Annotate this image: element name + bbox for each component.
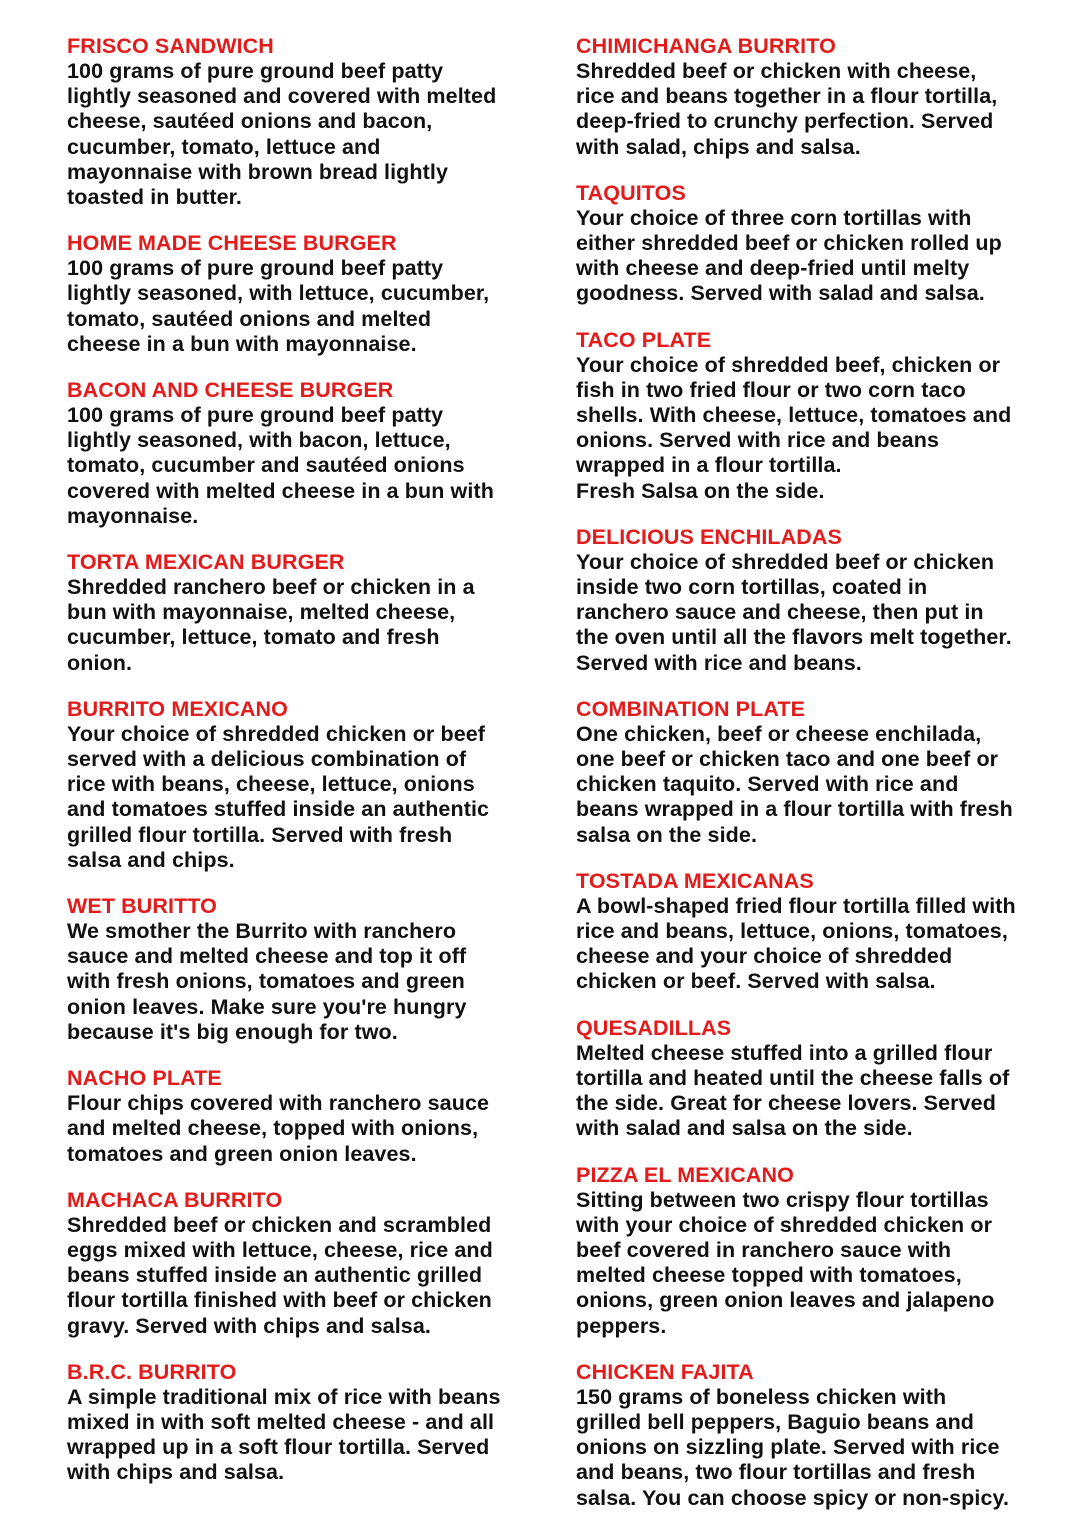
menu-item-bacon-and-cheese-burger bbox=[67, 378, 537, 529]
item-description: Your choice of shredded beef, chicken or fish in two fried flour or two corn taco shells. With cheese, lettuce, tomatoes and onions. Served with rice and beans wrapped in a flour tortilla. Fresh Salsa on the side. bbox=[576, 352, 1012, 503]
menu-item-home-made-cheese-burger bbox=[67, 231, 537, 357]
menu-item-chimichanga-burrito bbox=[576, 34, 1036, 160]
item-title: TOSTADA MEXICANAS bbox=[576, 868, 814, 893]
menu-item-delicious-enchiladas bbox=[576, 525, 1036, 676]
item-title: NACHO PLATE bbox=[67, 1066, 222, 1091]
menu-item-torta-mexican-burger bbox=[67, 550, 537, 676]
menu-item-machaca-burrito bbox=[67, 1188, 537, 1339]
item-description: One chicken, beef or cheese enchilada, one beef or chicken taco and one beef or chicken taquito. Served with rice and beans wrapped in a flour tortilla with fresh salsa on the side. bbox=[576, 721, 1013, 847]
item-title: COMBINATION PLATE bbox=[576, 696, 806, 721]
menu-item-brc-burrito bbox=[67, 1360, 537, 1486]
menu-column-right bbox=[576, 34, 1036, 1532]
item-title: TACO PLATE bbox=[576, 327, 712, 352]
item-description: Melted cheese stuffed into a grilled flour tortilla and heated until the cheese falls of the side. Great for cheese lovers. Served with salad and salsa on the side. bbox=[576, 1040, 1010, 1141]
item-title: FRISCO SANDWICH bbox=[67, 34, 274, 58]
item-description: 100 grams of pure ground beef patty lightly seasoned and covered with melted cheese, sautéed onions and bacon, cucumber, tomato, lettuce and mayonnaise with brown bread lightly toasted in butter. bbox=[67, 59, 497, 210]
item-description: Your choice of three corn tortillas with either shredded beef or chicken rolled up with cheese and deep-fried until melty goodness. Served with salad and salsa. bbox=[576, 205, 1002, 306]
item-description: Sitting between two crispy flour tortillas with your choice of shredded chicken or beef covered in ranchero sauce with melted cheese topped with tomatoes, onions, green onion leaves and jalapeno peppers. bbox=[576, 1187, 995, 1338]
menu-item-combination-plate bbox=[576, 697, 1036, 848]
item-title: WET BURITTO bbox=[67, 894, 217, 919]
item-title: BACON AND CHEESE BURGER bbox=[67, 378, 394, 403]
item-description: 100 grams of pure ground beef patty lightly seasoned, with lettuce, cucumber, tomato, sautéed onions and melted cheese in a bun with mayonnaise. bbox=[67, 256, 490, 356]
item-description: Shredded ranchero beef or chicken in a bun with mayonnaise, melted cheese, cucumber, lettuce, tomato and fresh onion. bbox=[67, 575, 475, 675]
item-description: Shredded beef or chicken and scrambled eggs mixed with lettuce, cheese, rice and beans stuffed inside an authentic grilled flour tortilla finished with beef or chicken gravy. Served with chips and salsa. bbox=[67, 1212, 493, 1338]
item-description: Your choice of shredded chicken or beef served with a delicious combination of rice with beans, cheese, lettuce, onions and tomatoes stuffed inside an authentic grilled flour tortilla. Served with fresh salsa and chips. bbox=[67, 721, 490, 872]
menu-item-burrito-mexicano bbox=[67, 697, 537, 873]
item-description: We smother the Burrito with ranchero sauce and melted cheese and top it off with fresh onions, tomatoes and green onion leaves. Make sure you're hungry because it's big enough for two. bbox=[67, 919, 467, 1044]
menu-item-chicken-fajita bbox=[576, 1360, 1036, 1511]
item-title: HOME MADE CHEESE BURGER bbox=[67, 231, 397, 256]
item-title: PIZZA EL MEXICANO bbox=[576, 1162, 794, 1187]
menu-item-taco-plate bbox=[576, 328, 1036, 504]
item-description: Shredded beef or chicken with cheese, rice and beans together in a flour tortilla, deep-fried to crunchy perfection. Served with salad, chips and salsa. bbox=[576, 59, 998, 159]
menu-item-taquitos bbox=[576, 181, 1036, 307]
item-description: A simple traditional mix of rice with beans mixed in with soft melted cheese - and all wrapped up in a soft flour tortilla. Served with chips and salsa. bbox=[67, 1384, 501, 1485]
menu-item-nacho-plate bbox=[67, 1066, 537, 1167]
menu-item-tostada-mexicanas bbox=[576, 869, 1036, 995]
item-title: CHICKEN FAJITA bbox=[576, 1359, 754, 1384]
menu-item-wet-buritto bbox=[67, 894, 537, 1045]
item-description: Your choice of shredded beef or chicken inside two corn tortillas, coated in ranchero sauce and cheese, then put in the oven until all the flavors melt together. Served with rice and beans. bbox=[576, 549, 1012, 675]
item-description: Flour chips covered with ranchero sauce and melted cheese, topped with onions, tomatoes and green onion leaves. bbox=[67, 1091, 490, 1166]
item-title: DELICIOUS ENCHILADAS bbox=[576, 524, 842, 549]
menu-item-frisco-sandwich bbox=[67, 34, 537, 210]
menu-item-quesadillas bbox=[576, 1016, 1036, 1142]
item-title: MACHACA BURRITO bbox=[67, 1187, 283, 1212]
item-description: 150 grams of boneless chicken with grilled bell peppers, Baguio beans and onions on sizzling plate. Served with rice and beans, two flour tortillas and fresh salsa. You can choose spicy or non-spicy. bbox=[576, 1384, 1010, 1510]
item-title: QUESADILLAS bbox=[576, 1015, 732, 1040]
item-title: B.R.C. BURRITO bbox=[67, 1359, 237, 1384]
item-title: CHIMICHANGA BURRITO bbox=[576, 34, 836, 58]
item-description: A bowl-shaped fried flour tortilla filled with rice and beans, lettuce, onions, tomatoes, cheese and your choice of shredded chicken or beef. Served with salsa. bbox=[576, 893, 1016, 994]
item-description: 100 grams of pure ground beef patty lightly seasoned, with bacon, lettuce, tomato, cucumber and sautéed onions covered with melted cheese in a bun with mayonnaise. bbox=[67, 403, 494, 528]
item-title: BURRITO MEXICANO bbox=[67, 696, 288, 721]
menu-column-left bbox=[67, 34, 537, 1507]
item-title: TAQUITOS bbox=[576, 180, 686, 205]
item-title: TORTA MEXICAN BURGER bbox=[67, 550, 345, 575]
menu-item-pizza-el-mexicano bbox=[576, 1163, 1036, 1339]
